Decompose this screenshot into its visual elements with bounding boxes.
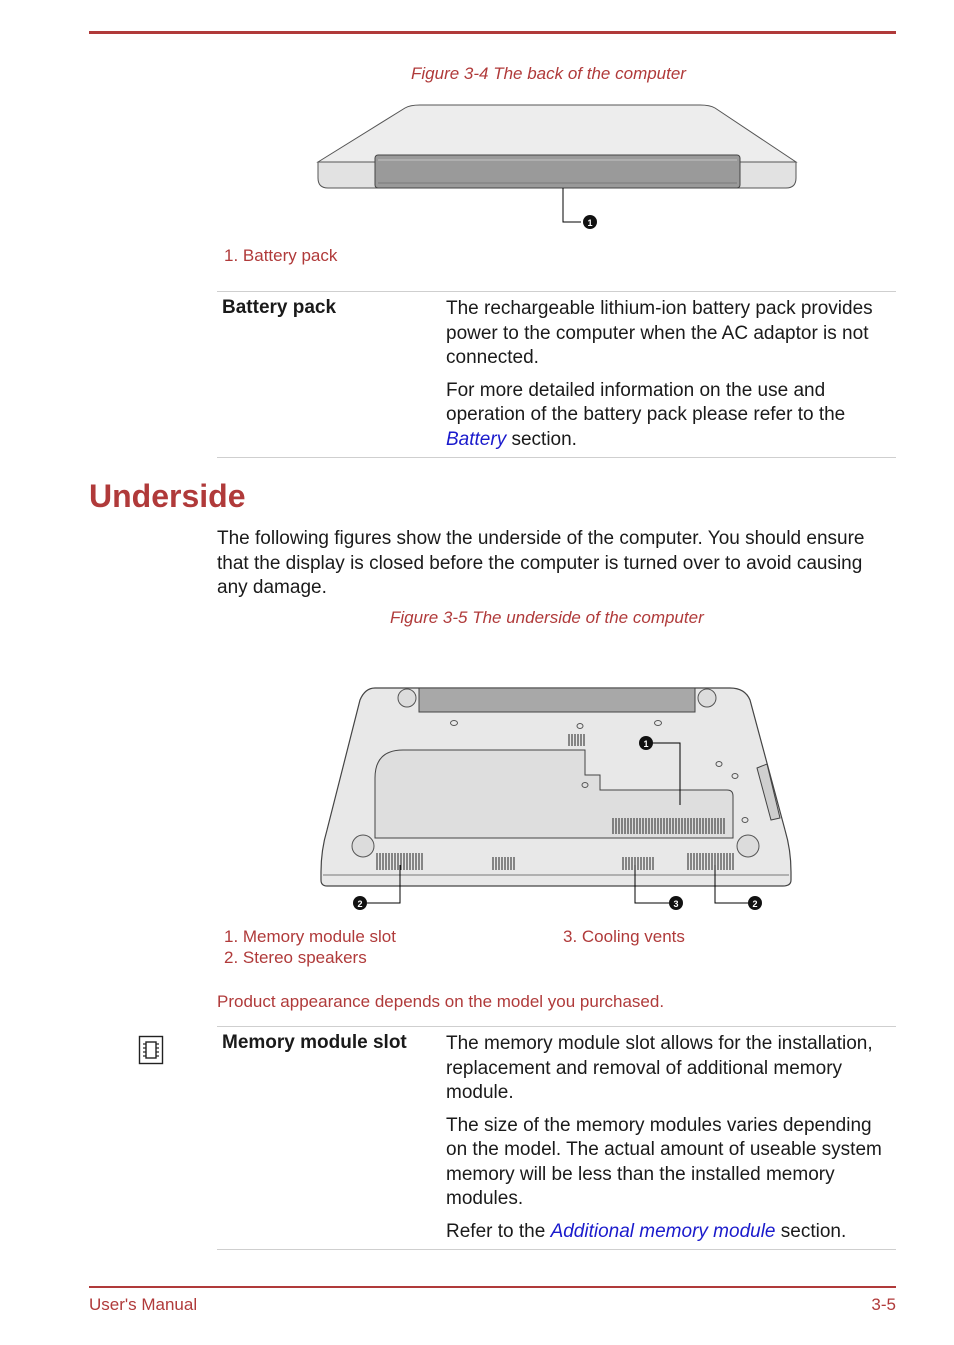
memory-module-description xyxy=(446,1032,891,1252)
battery-pack-description xyxy=(446,297,891,460)
figure-3-4-legend: 1. Battery pack xyxy=(224,246,338,265)
figure-3-4-caption: Figure 3-4 The back of the computer xyxy=(411,64,686,83)
page-number: 3-5 xyxy=(871,1295,896,1314)
callout-1-under: 1 xyxy=(643,739,649,749)
battery-pack-para-2 xyxy=(446,379,891,453)
memory-module-para-1: The memory module slot allows for the installation, replacement and removal of additional memory module. xyxy=(446,1033,873,1103)
underside-heading: Underside xyxy=(89,478,246,514)
memory-module-para-3 xyxy=(446,1220,891,1245)
legend-memory-module-slot: 1. Memory module slot xyxy=(224,927,396,946)
legend-cooling-vents: 3. Cooling vents xyxy=(563,927,685,946)
underside-intro: The following figures show the underside of the computer. You should ensure that the display is closed before the computer is turned over to avoid causing any damage. xyxy=(217,528,865,598)
footer-title: User's Manual xyxy=(89,1295,198,1314)
product-appearance-note: Product appearance depends on the model you purchased. xyxy=(217,992,665,1011)
memory-module-para-3-text: Refer to the xyxy=(446,1220,551,1242)
figure-3-5-caption: Figure 3-5 The underside of the computer xyxy=(390,608,704,627)
additional-memory-module-link[interactable]: Additional memory module xyxy=(550,1220,776,1242)
laptop-back-illustration xyxy=(310,100,810,235)
memory-module-para-3-end: section. xyxy=(775,1220,847,1242)
battery-pack-para-1: The rechargeable lithium-ion battery pack provides power to the computer when the AC adaptor is not connected. xyxy=(446,298,873,368)
battery-pack-para-2-end: section. xyxy=(506,428,577,450)
header-rule xyxy=(89,31,896,34)
callout-2-right: 2 xyxy=(752,899,758,909)
laptop-underside-illustration xyxy=(315,680,805,920)
callout-1-back: 1 xyxy=(587,218,593,228)
callout-2-left: 2 xyxy=(357,899,363,909)
battery-link[interactable]: Battery xyxy=(446,428,507,450)
memory-module-table xyxy=(217,1026,896,1250)
callout-3: 3 xyxy=(673,899,679,909)
battery-pack-table xyxy=(217,291,896,458)
battery-pack-para-2-text: For more detailed information on the use and operation of the battery pack please refer to the xyxy=(446,379,846,425)
footer-rule xyxy=(89,1286,896,1288)
legend-stereo-speakers: 2. Stereo speakers xyxy=(224,948,367,967)
memory-module-term: Memory module slot xyxy=(222,1032,407,1053)
battery-pack-term: Battery pack xyxy=(222,297,337,318)
memory-chip-icon xyxy=(138,1035,164,1065)
memory-module-para-2: The size of the memory modules varies depending on the model. The actual amount of useable system memory will be less than the installed memory modules. xyxy=(446,1114,882,1209)
